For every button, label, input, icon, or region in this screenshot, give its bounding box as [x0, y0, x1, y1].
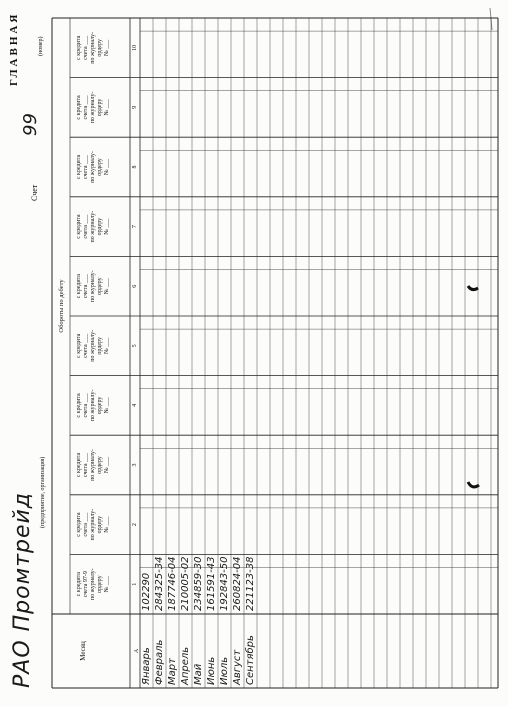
credit-column-line: счета ___ [83, 214, 89, 239]
credit-column-line: с кредита [76, 572, 82, 597]
credit-column-line: ордеру [97, 277, 103, 295]
credit-column-line: по журналу- [90, 508, 96, 541]
credit-column-line: ордеру [97, 98, 103, 117]
credit-column-line: счета ___ [83, 393, 89, 418]
credit-column-header [76, 139, 111, 195]
credit-column-line: с кредита [76, 393, 82, 418]
column-number: 6 [132, 284, 138, 288]
credit-column-line: счета ___ [83, 95, 89, 120]
credit-column-line: ордеру [97, 456, 103, 474]
credit-column-line: счета ___ [83, 35, 89, 60]
row-month: Апрель [180, 646, 191, 685]
column-number: 10 [132, 44, 138, 51]
row-amount: 187746-04 [167, 556, 178, 611]
row-amount: 234859-30 [193, 556, 204, 611]
credit-column-header [76, 318, 111, 374]
credit-column-line: с кредита [76, 512, 82, 537]
credit-column-line: № ___ [104, 337, 110, 354]
row-amount: 161591-43 [206, 556, 217, 611]
credit-column-line: с кредита [76, 95, 82, 120]
credit-column-line: счета ___ [83, 274, 89, 299]
row-month: Февраль [154, 639, 165, 685]
row-month: Июнь [206, 656, 217, 685]
credit-column-header [76, 258, 111, 314]
credit-column-line: № ___ [104, 39, 110, 56]
credit-column-line: счета ___ [83, 452, 89, 478]
credit-column-header [76, 556, 111, 612]
credit-column-header [76, 437, 111, 493]
group-header: Обороты по дебету [58, 279, 65, 333]
row-month: Январь [141, 647, 152, 685]
credit-column-line: счета ___ [83, 333, 89, 358]
credit-column-line: по журналу- [90, 151, 96, 183]
row-month: Сентябрь [245, 635, 256, 685]
column-number: 5 [132, 344, 138, 348]
credit-column-header [76, 378, 111, 434]
credit-column-account: счета 97-9 [83, 571, 89, 598]
row-amount: 260824-04 [232, 556, 243, 611]
credit-column-line: ордеру [97, 515, 103, 534]
credit-column-header [76, 199, 111, 255]
credit-column-line: с кредита [76, 154, 82, 180]
column-number: 1 [132, 582, 138, 586]
organization-caption: (предприятие, организация) [40, 456, 46, 528]
credit-column-line: счета ___ [83, 512, 89, 537]
row-month: Август [232, 649, 243, 685]
organization-name: РАО Промтрейд [10, 491, 35, 688]
credit-column-line: по журналу- [90, 449, 96, 481]
credit-column-line: счета ___ [83, 154, 89, 180]
credit-column-line: № ___ [104, 218, 110, 235]
column-number: 7 [132, 225, 138, 229]
column-number: 3 [132, 463, 138, 467]
row-amount: 192843-50 [219, 556, 230, 611]
credit-column-line: № ___ [104, 99, 110, 116]
credit-column-line: по журналу- [90, 91, 96, 124]
book-title: ГЛАВНАЯ [8, 11, 20, 86]
row-month: Июль [219, 656, 230, 685]
row-month: Май [193, 663, 204, 685]
account-number: 99 [20, 113, 41, 136]
row-amount: 284325-34 [154, 556, 165, 611]
account-label: Счет [30, 184, 39, 201]
credit-column-line: с кредита [76, 35, 82, 60]
credit-column-line: ордеру [97, 39, 103, 57]
credit-column-line: № ___ [104, 158, 110, 176]
credit-column-line: ордеру [97, 396, 103, 415]
credit-column-line: с кредита [76, 214, 82, 239]
column-number: 4 [132, 403, 138, 407]
credit-column-line: по журналу- [90, 31, 96, 64]
credit-column-line: с кредита [76, 333, 82, 358]
credit-column-line: № ___ [104, 516, 110, 533]
row-amount: 221123-38 [245, 556, 256, 611]
credit-column-line: № ___ [104, 576, 110, 593]
credit-column-line: ордеру [97, 575, 103, 593]
credit-column-line: ордеру [97, 217, 103, 236]
credit-column-header [76, 80, 111, 136]
credit-column-header [76, 497, 111, 553]
number-caption: (номер) [38, 36, 44, 56]
credit-column-line: № ___ [104, 278, 110, 295]
credit-column-line: с кредита [76, 274, 82, 299]
credit-column-line: № ___ [104, 456, 110, 474]
credit-column-line: ордеру [97, 337, 103, 355]
month-col-letter: А [134, 648, 140, 654]
row-amount: 210005-02 [180, 556, 191, 611]
credit-column-line: по журналу- [90, 389, 96, 422]
credit-column-line: по журналу- [90, 329, 96, 362]
credit-column-line: по журналу- [90, 568, 96, 601]
column-number: 9 [132, 105, 138, 109]
credit-column-line: по журналу- [90, 270, 96, 303]
month-header: Месяц [79, 641, 87, 661]
credit-column-line: с кредита [76, 452, 82, 478]
row-amount: 102290 [141, 572, 152, 611]
column-number: 2 [132, 523, 138, 527]
column-number: 8 [132, 165, 138, 169]
row-month: Март [167, 658, 178, 685]
credit-column-line: № ___ [104, 397, 110, 414]
credit-column-line: по журналу- [90, 210, 96, 243]
credit-column-line: ордеру [97, 158, 103, 176]
credit-column-header [76, 20, 111, 76]
